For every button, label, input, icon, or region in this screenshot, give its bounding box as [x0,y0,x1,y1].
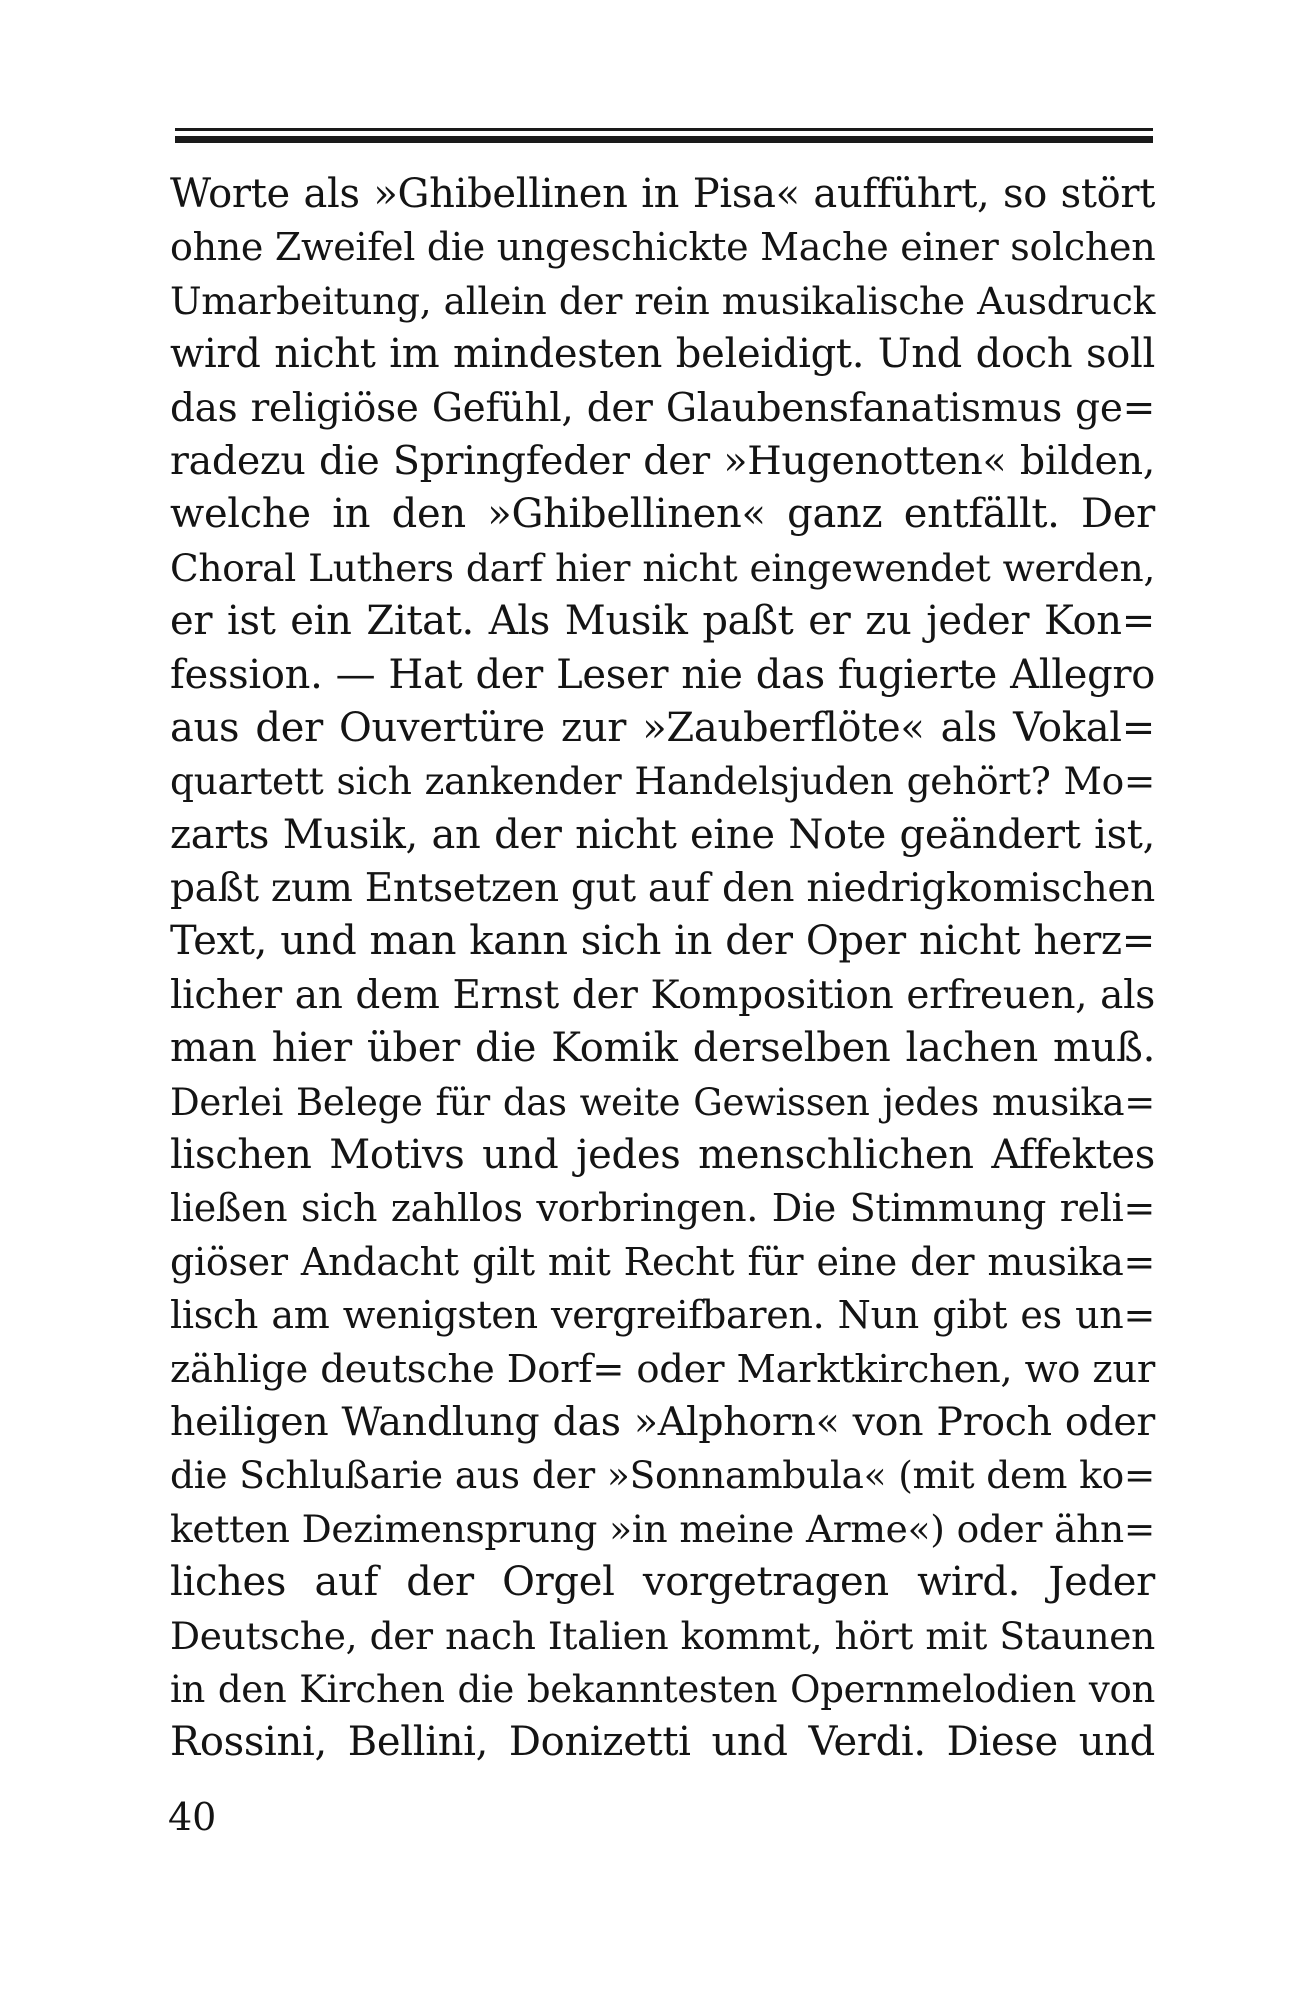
text-line: Text, und man kann sich in der Oper nicht herz= [170,918,1155,965]
text-line: ketten Dezimensprung »in meine Arme«) oder ähn= [170,1506,1155,1551]
text-line: liches auf der Orgel vorgetragen wird. Jeder [170,1559,1155,1606]
text-line: das religiöse Gefühl, der Glaubensfanatismus ge= [170,385,1155,431]
header-rule-thick [175,136,1153,143]
page-number: 40 [168,1795,217,1839]
text-line: lisch am wenigsten vergreifbaren. Nun gibt es un= [170,1293,1155,1338]
text-line: fession. — Hat der Leser nie das fugierte Allegro [170,651,1155,698]
text-line: lischen Motivs und jedes menschlichen Affektes [170,1132,1155,1179]
text-line: welche in den »Ghibellinen« ganz entfällt. Der [170,491,1155,538]
text-line: wird nicht im mindesten beleidigt. Und doch soll [170,331,1155,378]
header-double-rule [175,128,1153,144]
header-rule-thin [175,128,1153,131]
text-line: ließen sich zahllos vorbringen. Die Stimmung reli= [170,1186,1155,1231]
body-text [170,168,1155,1770]
text-line: giöser Andacht gilt mit Recht für eine der musika= [170,1239,1155,1284]
text-line: Rossini, Bellini, Donizetti und Verdi. Diese und [170,1719,1155,1766]
text-line: ohne Zweifel die ungeschickte Mache einer solchen [170,225,1156,270]
text-line: die Schlußarie aus der »Sonnambula« (mit dem ko= [170,1453,1155,1498]
text-line: in den Kirchen die bekanntesten Opernmelodien von [170,1667,1155,1711]
text-line: Umarbeitung, allein der rein musikalische Ausdruck [170,278,1155,323]
text-line: zählige deutsche Dorf= oder Marktkirchen, wo zur [170,1346,1155,1392]
text-line: Worte als »Ghibellinen in Pisa« aufführt, so stört [170,171,1155,217]
text-line: Deutsche, der nach Italien kommt, hört mit Staunen [170,1613,1155,1658]
text-line: heiligen Wandlung das »Alphorn« von Proch oder [170,1398,1155,1445]
text-line: zarts Musik, an der nicht eine Note geändert ist, [170,811,1155,858]
text-line: Choral Luthers darf hier nicht eingewendet werden, [170,545,1155,590]
text-line: quartett sich zankender Handelsjuden gehört? Mo= [170,759,1155,804]
text-line: man hier über die Komik derselben lachen muß. [170,1025,1155,1072]
text-line: er ist ein Zitat. Als Musik paßt er zu jeder Kon= [170,598,1155,645]
text-line: Derlei Belege für das weite Gewissen jedes musika= [170,1080,1155,1124]
text-line: aus der Ouvertüre zur »Zauberflöte« als Vokal= [170,704,1155,751]
text-line: paßt zum Entsetzen gut auf den niedrigkomischen [170,866,1155,912]
text-line: licher an dem Ernst der Komposition erfreuen, als [170,972,1155,1018]
text-line: radezu die Springfeder der »Hugenotten« bilden, [170,437,1155,484]
